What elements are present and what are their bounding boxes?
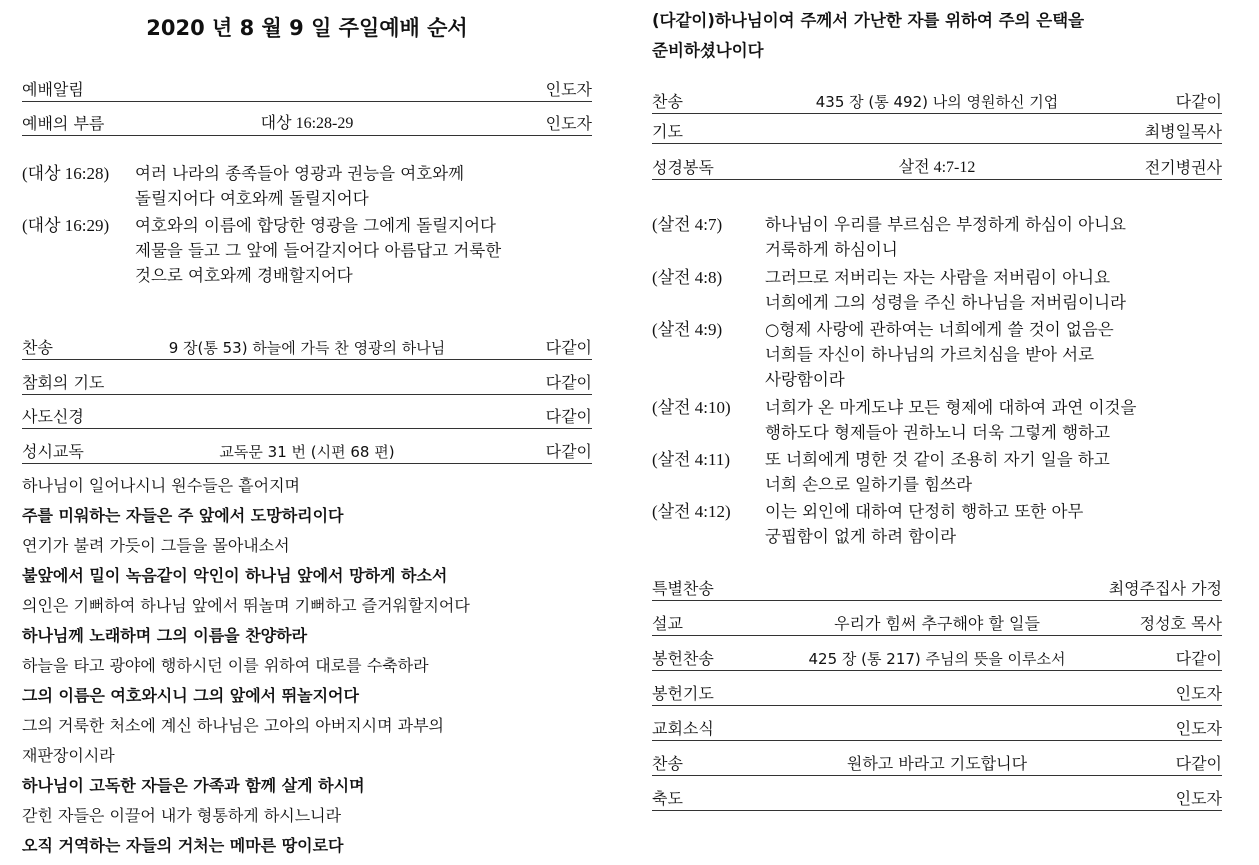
order-row-special-music: [652, 578, 1222, 601]
reading-line-bold: 하나님이 고독한 자들은 가족과 함께 살게 하시며: [22, 776, 365, 795]
order-row-hymn: [652, 91, 1222, 114]
reading-line-bold: 그의 이름은 여호와시니 그의 앞에서 뛰놀지어다: [22, 686, 359, 705]
responsive-reading: [22, 471, 592, 861]
row-leader: 다같이: [545, 373, 592, 392]
row-label: 축도: [652, 789, 683, 808]
scripture-verse-12: [652, 499, 1222, 549]
reading-line: 재판장이시라: [22, 746, 115, 765]
scripture-verse-9: [652, 317, 1222, 392]
row-detail: 살전 4:7-12: [898, 159, 976, 176]
row-detail: 425 장 (통 217) 주님의 뜻을 이루소서: [808, 650, 1066, 668]
row-leader: 다같이: [545, 442, 592, 461]
row-leader: 전기병권사: [1144, 158, 1222, 177]
order-row-notice: [22, 79, 592, 102]
verse-ref: (대상 16:28): [22, 164, 110, 183]
verse-line: 것으로 여호와께 경배할지어다: [135, 266, 353, 285]
verse-line: 이는 외인에 대하여 단정히 행하고 또한 아무: [765, 502, 1084, 521]
verse-line: 너희에게 그의 성령을 주신 하나님을 저버림이니라: [765, 293, 1126, 312]
row-leader: 인도자: [545, 80, 592, 99]
row-leader: 다같이: [1175, 649, 1222, 668]
order-row-confession: [22, 372, 592, 395]
order-row-offering-hymn: [652, 648, 1222, 671]
order-row-hymn: [22, 337, 592, 360]
order-row-offering-prayer: [652, 683, 1222, 706]
row-detail: 원하고 바라고 기도합니다: [846, 754, 1028, 773]
order-row-responsive-reading: [22, 441, 592, 464]
row-leader: 다같이: [1175, 92, 1222, 111]
verse-line: 또 너희에게 명한 것 같이 조용히 자기 일을 하고: [765, 450, 1110, 469]
row-label: 성시교독: [22, 442, 84, 461]
verse-ref: (대상 16:29): [22, 216, 110, 235]
row-label: 설교: [652, 614, 683, 633]
verse-ref: (살전 4:10): [652, 398, 731, 417]
verse-line: ○형제 사랑에 관하여는 너희에게 쓸 것이 없음은: [765, 320, 1114, 339]
verse-line: 돌릴지어다 여호와께 돌릴지어다: [135, 189, 369, 208]
row-label: 찬송: [652, 92, 683, 111]
row-label: 찬송: [652, 754, 683, 773]
heading-line: 준비하셨나이다: [652, 41, 764, 60]
row-leader: 인도자: [1175, 789, 1222, 808]
response-heading: [652, 6, 1222, 66]
row-detail: 435 장 (통 492) 나의 영원하신 기업: [815, 93, 1059, 111]
row-leader: 최영주집사 가정: [1108, 579, 1222, 598]
scripture-verse-10: [652, 395, 1222, 445]
row-leader: 최병일목사: [1144, 122, 1222, 141]
row-label: 교회소식: [652, 719, 714, 738]
order-row-scripture: [652, 157, 1222, 180]
verse-line: 거룩하게 하심이니: [765, 240, 898, 259]
verse-line: 하나님이 우리를 부르심은 부정하게 하심이 아니요: [765, 215, 1126, 234]
verse-line: 너희가 온 마게도냐 모든 형제에 대하여 과연 이것을: [765, 398, 1137, 417]
row-detail: 대상 16:28-29: [260, 115, 354, 132]
row-label: 예배알림: [22, 80, 84, 99]
page-title: 2020 년 8 월 9 일 주일예배 순서: [146, 16, 468, 40]
row-label: 예배의 부름: [22, 114, 105, 133]
row-label: 특별찬송: [652, 579, 714, 598]
row-leader: 정성호 목사: [1139, 614, 1222, 633]
verse-line: 사랑함이라: [765, 370, 845, 389]
reading-line: 갇힌 자들은 이끌어 내가 형통하게 하시느니라: [22, 806, 342, 825]
row-leader: 인도자: [1175, 719, 1222, 738]
verse-line: 여러 나라의 종족들아 영광과 권능을 여호와께: [135, 164, 465, 183]
verse-line: 너희 손으로 일하기를 힘쓰라: [765, 475, 973, 494]
row-label: 봉헌찬송: [652, 649, 714, 668]
reading-line: 하나님이 일어나시니 원수들은 흩어지며: [22, 476, 301, 495]
reading-line: 하늘을 타고 광야에 행하시던 이를 위하여 대로를 수축하라: [22, 656, 429, 675]
heading-line: (다같이)하나님이여 주께서 가난한 자를 위하여 주의 은택을: [652, 11, 1085, 30]
row-leader: 다같이: [545, 407, 592, 426]
order-row-closing-hymn: [652, 753, 1222, 776]
verse-line: 행하도다 형제들아 권하노니 더욱 그렇게 행하고: [765, 423, 1111, 442]
verse-line: 궁핍함이 없게 하려 함이라: [765, 527, 957, 546]
row-leader: 인도자: [545, 114, 592, 133]
row-label: 성경봉독: [652, 158, 714, 177]
row-label: 찬송: [22, 338, 53, 357]
verse-line: 그러므로 저버리는 자는 사람을 저버림이 아니요: [765, 268, 1111, 287]
reading-line-bold: 오직 거역하는 자들의 거처는 메마른 땅이로다: [22, 836, 344, 855]
verse-line: 너희들 자신이 하나님의 가르치심을 받아 서로: [765, 345, 1095, 364]
verse-ref: (살전 4:8): [652, 268, 723, 287]
order-row-prayer: [652, 121, 1222, 144]
call-verse-2: [22, 213, 592, 288]
verse-ref: (살전 4:9): [652, 320, 723, 339]
row-label: 사도신경: [22, 407, 84, 426]
verse-ref: (살전 4:11): [652, 450, 731, 469]
verse-ref: (살전 4:7): [652, 215, 723, 234]
reading-line: 연기가 불려 가듯이 그들을 몰아내소서: [22, 536, 290, 555]
order-row-benediction: [652, 788, 1222, 811]
order-row-call-to-worship: [22, 113, 592, 136]
reading-line: 그의 거룩한 처소에 계신 하나님은 고아의 아버지시며 과부의: [22, 716, 445, 735]
scripture-verse-8: [652, 265, 1222, 315]
order-row-sermon: [652, 613, 1222, 636]
row-detail: 9 장(통 53) 하늘에 가득 찬 영광의 하나님: [168, 339, 446, 357]
verse-line: 제물을 들고 그 앞에 들어갈지어다 아름답고 거룩한: [135, 241, 502, 260]
order-row-creed: [22, 406, 592, 429]
verse-line: 여호와의 이름에 합당한 영광을 그에게 돌릴지어다: [135, 216, 496, 235]
reading-line-bold: 불앞에서 밀이 녹음같이 악인이 하나님 앞에서 망하게 하소서: [22, 566, 448, 585]
scripture-verse-7: [652, 212, 1222, 262]
row-label: 봉헌기도: [652, 684, 714, 703]
scripture-verse-11: [652, 447, 1222, 497]
order-row-church-news: [652, 718, 1222, 741]
row-label: 참회의 기도: [22, 373, 105, 392]
row-leader: 다같이: [1175, 754, 1222, 773]
row-leader: 다같이: [545, 338, 592, 357]
row-leader: 인도자: [1175, 684, 1222, 703]
reading-line: 의인은 기뻐하여 하나님 앞에서 뛰놀며 기뻐하고 즐거워할지어다: [22, 596, 470, 615]
reading-line-bold: 하나님께 노래하며 그의 이름을 찬양하라: [22, 626, 308, 645]
call-verse-1: [22, 161, 592, 211]
verse-ref: (살전 4:12): [652, 502, 731, 521]
reading-line-bold: 주를 미워하는 자들은 주 앞에서 도망하리이다: [22, 506, 344, 525]
row-label: 기도: [652, 122, 683, 141]
row-detail: 우리가 힘써 추구해야 할 일들: [834, 614, 1040, 633]
row-detail: 교독문 31 번 (시편 68 편): [219, 443, 395, 461]
